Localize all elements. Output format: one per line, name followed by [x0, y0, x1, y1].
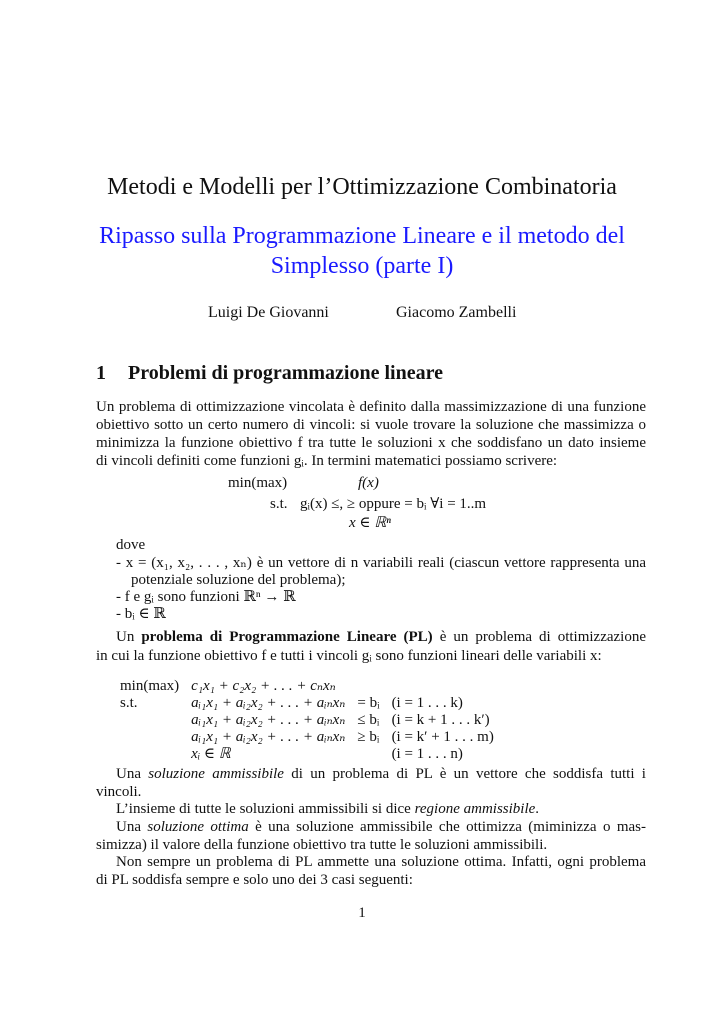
lp-range: (i = k + 1 . . . k′): [391, 712, 490, 728]
math-constraint: gᵢ(x) ≤, ≥ oppure = bᵢ ∀i = 1..m: [300, 496, 487, 512]
list-item-continuation: potenziale soluzione del problema);: [131, 572, 346, 588]
list-item: - bᵢ ∈ ℝ: [116, 606, 166, 622]
paragraph-line: [116, 629, 646, 645]
paragraph-line: vincoli.: [96, 784, 142, 800]
text: Una: [116, 819, 148, 835]
bold-term: problema di Programmazione Lineare (PL): [141, 629, 433, 645]
lp-objective: c₁x₁ + c₂x₂ + . . . + cₙxₙ: [191, 678, 336, 694]
lp-empty: [116, 729, 187, 746]
math-objective-label: min(max): [228, 475, 288, 491]
paragraph-line: minimizza la funzione obiettivo f tra tutte le soluzioni x che soddisfano un dato insieme: [96, 435, 646, 451]
paragraph-line: [116, 766, 646, 782]
paragraph-line: di PL soddisfa sempre e solo uno dei 3 casi seguenti:: [96, 872, 413, 888]
text: è un problema di ottimizzazione: [432, 629, 646, 645]
lp-rel: [353, 746, 387, 763]
text: Un: [116, 629, 142, 645]
lp-constraint-row: [116, 729, 502, 746]
subtitle-line-1: Ripasso sulla Programmazione Lineare e il metodo del: [99, 223, 625, 249]
lp-range: (i = 1 . . . n): [391, 746, 463, 762]
paragraph-line: in cui la funzione obiettivo f e tutti i vincoli gᵢ sono funzioni lineari delle variabili x:: [96, 648, 602, 664]
paragraph-line: Un problema di ottimizzazione vincolata è definito dalla massimizzazione di una funzione: [96, 399, 646, 415]
paragraph-line: obiettivo sotto un certo numero di vincoli: si vuole trovare la soluzione che massimizza o: [96, 417, 646, 433]
math-st: s.t.: [270, 496, 288, 512]
lp-constraint-row: [116, 695, 502, 712]
lp-lhs: aᵢ₁x₁ + aᵢ₂x₂ + . . . + aᵢₙxₙ: [191, 695, 346, 711]
section-title: Problemi di programmazione lineare: [128, 362, 443, 384]
author: Giacomo Zambelli: [396, 304, 517, 321]
lp-constraint-row: [116, 712, 502, 729]
math-domain: x ∈ ℝⁿ: [349, 515, 391, 531]
lp-empty: [116, 746, 187, 763]
page-number: 1: [358, 905, 366, 921]
math-objective: f(x): [358, 475, 379, 491]
lp-rel: ≥ bᵢ: [357, 729, 380, 745]
lp-lhs: xᵢ ∈ ℝ: [191, 746, 231, 762]
text: .: [535, 801, 540, 817]
text: Una: [116, 766, 149, 782]
paragraph-line: simizza) il valore della funzione obiettivo tra tutte le soluzioni ammissibili.: [96, 837, 548, 853]
lp-formulation: [116, 678, 502, 763]
lp-constraint-row: [116, 746, 502, 763]
italic-term: soluzione ammissibile: [148, 766, 284, 782]
paragraph-line: [116, 819, 646, 835]
lp-objective-row: [116, 678, 502, 695]
lp-rel: ≤ bᵢ: [357, 712, 380, 728]
italic-term: soluzione ottima: [147, 819, 249, 835]
lp-range: (i = 1 . . . k): [391, 695, 463, 711]
lp-rel: = bᵢ: [357, 695, 380, 711]
document-title: Metodi e Modelli per l’Ottimizzazione Combinatoria: [107, 174, 617, 200]
text: è una soluzione ammissibile che ottimizza (miminizza o mas-: [248, 819, 646, 835]
lp-lhs: aᵢ₁x₁ + aᵢ₂x₂ + . . . + aᵢₙxₙ: [191, 712, 346, 728]
paragraph-line: Non sempre un problema di PL ammette una soluzione ottima. Infatti, ogni problema: [116, 854, 646, 870]
list-item: - x = (x₁, x₂, . . . , xₙ) è un vettore di n variabili reali (ciascun vettore rappresenta una: [116, 555, 646, 571]
subtitle-line-2: Simplesso (parte I): [270, 253, 454, 279]
section-heading: [96, 361, 443, 385]
text: di un problema di PL è un vettore che soddisfa tutti i: [283, 766, 646, 782]
list-item: - f e gᵢ sono funzioni ℝⁿ → ℝ: [116, 589, 296, 605]
lp-range: (i = k′ + 1 . . . m): [391, 729, 494, 745]
italic-term: regione ammissibile: [414, 801, 536, 817]
lp-st: s.t.: [120, 695, 138, 711]
text: L’insieme di tutte le soluzioni ammissibili si dice: [116, 801, 415, 817]
paragraph-line: di vincoli definiti come funzioni gᵢ. In termini matematici possiamo scrivere:: [96, 453, 558, 469]
lp-objective-label: min(max): [120, 678, 180, 694]
paragraph-line: [116, 801, 539, 817]
section-number: 1: [96, 362, 106, 384]
dove-label: dove: [116, 537, 146, 553]
author: Luigi De Giovanni: [208, 304, 329, 321]
lp-lhs: aᵢ₁x₁ + aᵢ₂x₂ + . . . + aᵢₙxₙ: [191, 729, 346, 745]
lp-empty: [116, 712, 187, 729]
